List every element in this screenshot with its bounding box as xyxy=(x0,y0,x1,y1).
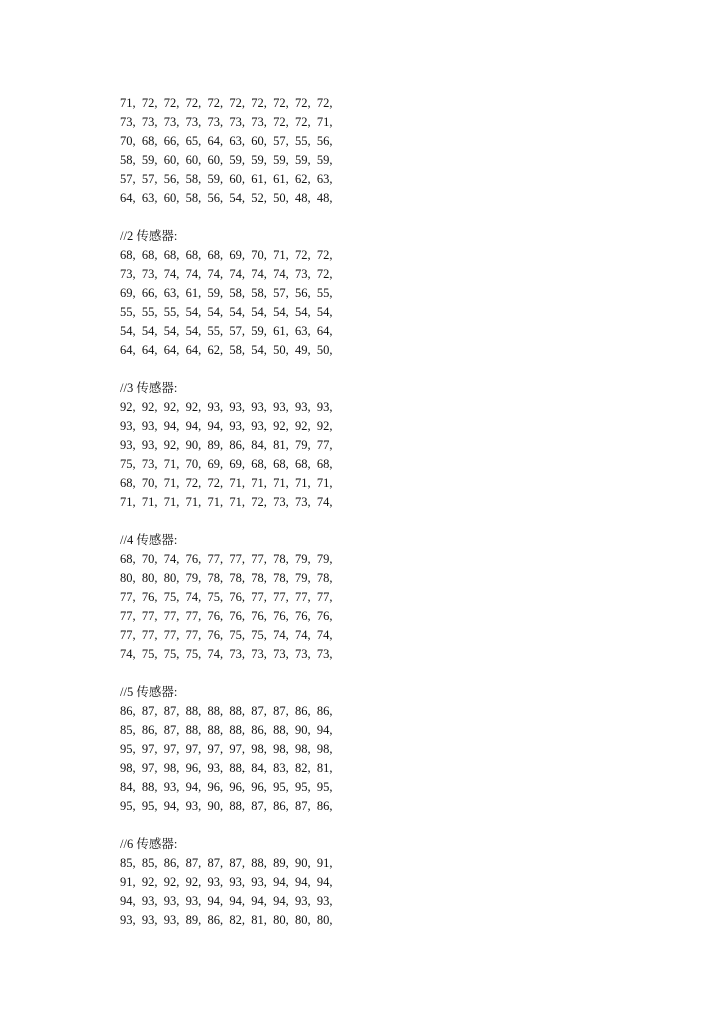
data-row: 77, 77, 77, 77, 76, 75, 75, 74, 74, 74, xyxy=(120,628,333,642)
sensor-block-4 xyxy=(120,531,700,664)
block-spacer xyxy=(120,664,700,683)
data-row: 91, 92, 92, 92, 93, 93, 93, 94, 94, 94, xyxy=(120,875,333,889)
sensor-header: //5 传感器: xyxy=(120,685,178,699)
sensor-header: //2 传感器: xyxy=(120,229,178,243)
data-row: 85, 85, 86, 87, 87, 87, 88, 89, 90, 91, xyxy=(120,856,333,870)
data-row: 93, 93, 93, 89, 86, 82, 81, 80, 80, 80, xyxy=(120,913,333,927)
data-row: 94, 93, 93, 93, 94, 94, 94, 94, 93, 93, xyxy=(120,894,333,908)
block-spacer xyxy=(120,512,700,531)
data-row: 71, 72, 72, 72, 72, 72, 72, 72, 72, 72, xyxy=(120,96,333,110)
data-row: 92, 92, 92, 92, 93, 93, 93, 93, 93, 93, xyxy=(120,400,333,414)
sensor-header: //3 传感器: xyxy=(120,381,178,395)
data-row: 86, 87, 87, 88, 88, 88, 87, 87, 86, 86, xyxy=(120,704,333,718)
data-row: 55, 55, 55, 54, 54, 54, 54, 54, 54, 54, xyxy=(120,305,333,319)
sensor-block-5 xyxy=(120,683,700,816)
data-row: 98, 97, 98, 96, 93, 88, 84, 83, 82, 81, xyxy=(120,761,333,775)
data-row: 71, 71, 71, 71, 71, 71, 72, 73, 73, 74, xyxy=(120,495,333,509)
sensor-header: //4 传感器: xyxy=(120,533,178,547)
data-row: 73, 73, 74, 74, 74, 74, 74, 74, 73, 72, xyxy=(120,267,333,281)
data-row: 77, 76, 75, 74, 75, 76, 77, 77, 77, 77, xyxy=(120,590,333,604)
data-row: 68, 68, 68, 68, 68, 69, 70, 71, 72, 72, xyxy=(120,248,333,262)
sensor-block-3 xyxy=(120,379,700,512)
data-row: 68, 70, 71, 72, 72, 71, 71, 71, 71, 71, xyxy=(120,476,333,490)
data-row: 77, 77, 77, 77, 76, 76, 76, 76, 76, 76, xyxy=(120,609,333,623)
document-body xyxy=(120,94,700,930)
data-row: 85, 86, 87, 88, 88, 88, 86, 88, 90, 94, xyxy=(120,723,333,737)
data-row: 80, 80, 80, 79, 78, 78, 78, 78, 79, 78, xyxy=(120,571,333,585)
block-spacer xyxy=(120,208,700,227)
sensor-block-6 xyxy=(120,835,700,930)
data-row: 57, 57, 56, 58, 59, 60, 61, 61, 62, 63, xyxy=(120,172,333,186)
data-row: 75, 73, 71, 70, 69, 69, 68, 68, 68, 68, xyxy=(120,457,333,471)
data-row: 70, 68, 66, 65, 64, 63, 60, 57, 55, 56, xyxy=(120,134,333,148)
sensor-block-1 xyxy=(120,94,700,208)
block-spacer xyxy=(120,816,700,835)
sensor-block-2 xyxy=(120,227,700,360)
data-row: 84, 88, 93, 94, 96, 96, 96, 95, 95, 95, xyxy=(120,780,333,794)
data-row: 54, 54, 54, 54, 55, 57, 59, 61, 63, 64, xyxy=(120,324,333,338)
sensor-header: //6 传感器: xyxy=(120,837,178,851)
block-spacer xyxy=(120,360,700,379)
data-row: 73, 73, 73, 73, 73, 73, 73, 72, 72, 71, xyxy=(120,115,333,129)
data-row: 58, 59, 60, 60, 60, 59, 59, 59, 59, 59, xyxy=(120,153,333,167)
data-row: 93, 93, 94, 94, 94, 93, 93, 92, 92, 92, xyxy=(120,419,333,433)
data-row: 95, 97, 97, 97, 97, 97, 98, 98, 98, 98, xyxy=(120,742,333,756)
data-row: 95, 95, 94, 93, 90, 88, 87, 86, 87, 86, xyxy=(120,799,333,813)
data-row: 64, 63, 60, 58, 56, 54, 52, 50, 48, 48, xyxy=(120,191,333,205)
data-row: 74, 75, 75, 75, 74, 73, 73, 73, 73, 73, xyxy=(120,647,333,661)
data-row: 64, 64, 64, 64, 62, 58, 54, 50, 49, 50, xyxy=(120,343,333,357)
data-row: 69, 66, 63, 61, 59, 58, 58, 57, 56, 55, xyxy=(120,286,333,300)
data-row: 93, 93, 92, 90, 89, 86, 84, 81, 79, 77, xyxy=(120,438,333,452)
data-row: 68, 70, 74, 76, 77, 77, 77, 78, 79, 79, xyxy=(120,552,333,566)
